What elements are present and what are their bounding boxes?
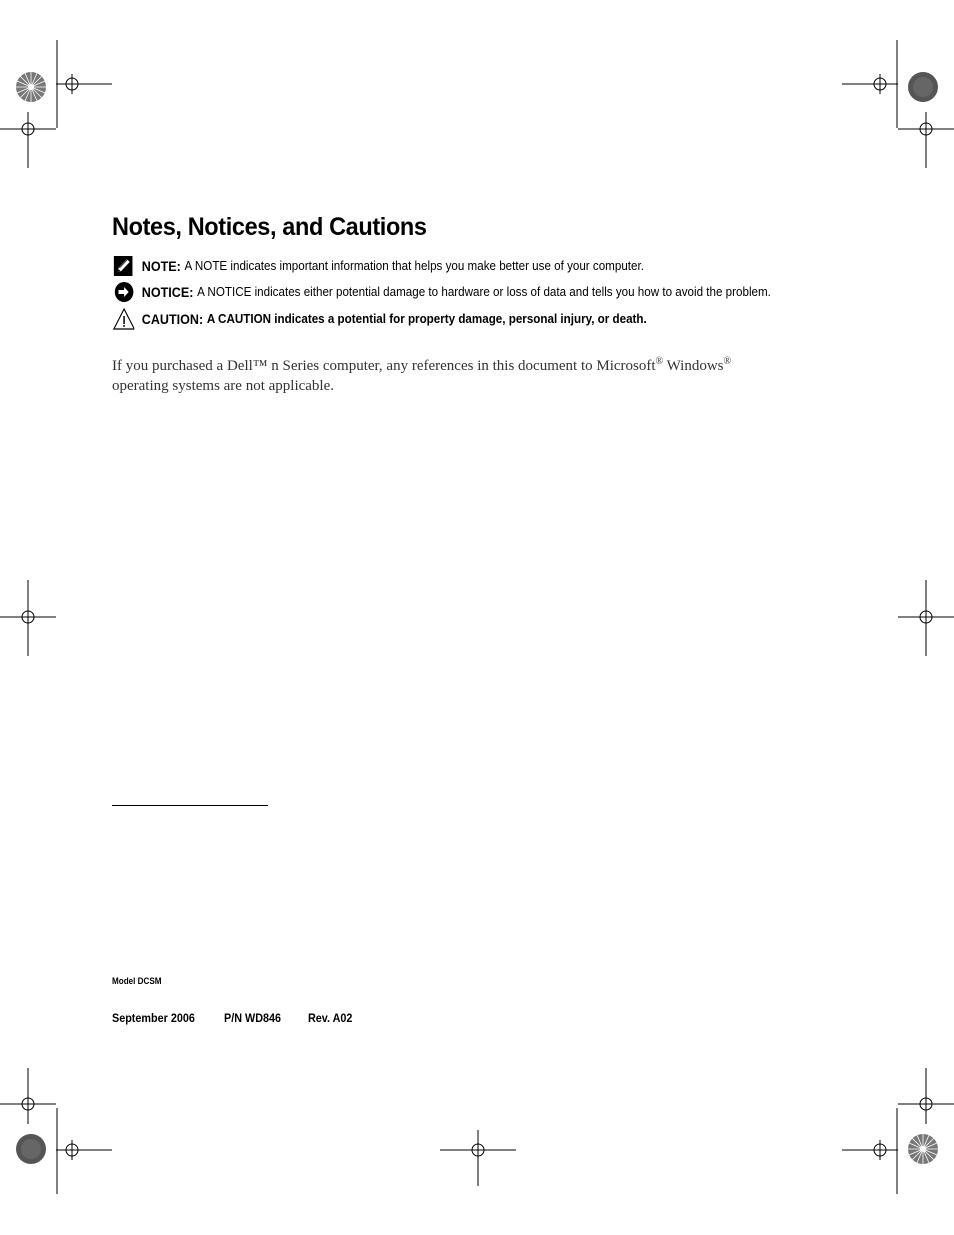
crosshair-mark	[898, 1068, 954, 1124]
crosshair-mark	[898, 580, 954, 656]
n-series-paragraph	[112, 356, 812, 396]
pencil-note-icon	[112, 255, 136, 277]
registration-mark-top-left	[14, 70, 48, 104]
paragraph-text-part1: If you purchased a Dell™ n Series computer, any references in this document to Microsoft	[112, 358, 656, 374]
crosshair-mark	[898, 112, 954, 168]
registration-mark-top-right	[906, 70, 940, 104]
revision-number: Rev. A02	[308, 1011, 353, 1025]
registered-mark: ®	[723, 356, 732, 367]
notice-label: NOTICE:	[141, 284, 194, 300]
crosshair-mark	[0, 112, 56, 168]
notice-arrow-icon	[112, 281, 136, 303]
caution-label: CAUTION:	[141, 311, 204, 327]
publication-date: September 2006	[112, 1011, 195, 1025]
crosshair-mark	[56, 1108, 112, 1194]
note-label: NOTE:	[141, 258, 181, 274]
crosshair-mark	[842, 1108, 898, 1194]
crosshair-mark	[56, 40, 112, 128]
notice-text: A NOTICE indicates either potential damage to hardware or loss of data and tells you how to avoid the problem.	[197, 285, 771, 299]
note-row	[112, 254, 644, 278]
crosshair-mark	[0, 580, 56, 656]
model-number: Model DCSM	[112, 976, 162, 986]
paragraph-text-part3: operating systems are not applicable.	[112, 378, 335, 394]
footnote-divider	[112, 805, 268, 806]
caution-row	[112, 307, 647, 331]
caution-text: A CAUTION indicates a potential for property damage, personal injury, or death.	[206, 312, 647, 326]
part-number: P/N WD846	[224, 1011, 282, 1025]
crosshair-mark	[0, 1068, 56, 1124]
registered-mark: ®	[655, 356, 664, 367]
registration-mark-bottom-left	[14, 1132, 48, 1166]
paragraph-text-part2: Windows	[663, 358, 724, 374]
caution-triangle-icon	[112, 308, 136, 330]
note-text: A NOTE indicates important information that helps you make better use of your computer.	[184, 259, 644, 273]
crosshair-mark	[842, 40, 898, 128]
notice-row	[112, 280, 771, 304]
page-title: Notes, Notices, and Cautions	[112, 213, 427, 241]
crosshair-mark	[440, 1130, 516, 1186]
registration-mark-bottom-right	[906, 1132, 940, 1166]
